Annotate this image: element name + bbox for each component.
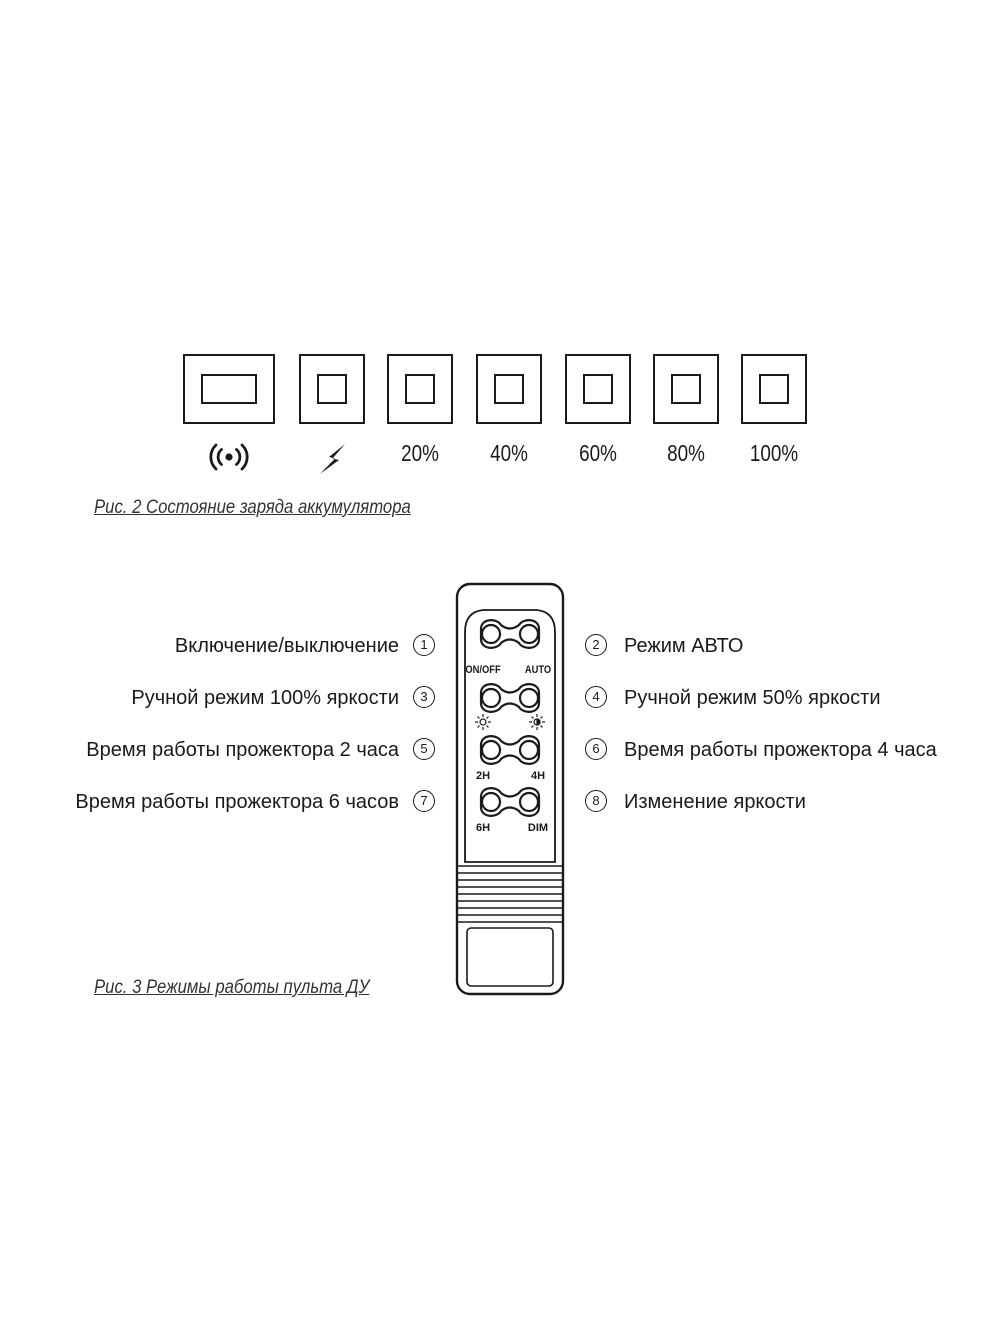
indicator-lamp: [759, 374, 789, 404]
indicator-box-20: [387, 354, 453, 424]
function-label-right: Время работы прожектора 4 часа: [624, 739, 937, 761]
function-number: 6: [585, 738, 607, 760]
remote-button-label: 6H: [475, 822, 491, 834]
remote-button-label: ON/OFF: [465, 664, 501, 676]
indicator-box-80: [653, 354, 719, 424]
lightning-icon: [315, 442, 351, 476]
function-label-left: Время работы прожектора 6 часов: [75, 791, 399, 813]
timer-2h-button: [482, 741, 500, 759]
bright-100-button: [482, 689, 500, 707]
wireless-signal-icon: [207, 440, 251, 474]
remote-control: [445, 580, 575, 1000]
function-label-left: Время работы прожектора 2 часа: [86, 739, 399, 761]
remote-button-label: DIM: [527, 822, 549, 834]
figure-3-caption: Рис. 3 Режимы работы пульта ДУ: [94, 977, 370, 998]
function-label-left: Ручной режим 100% яркости: [131, 687, 399, 709]
indicator-box-60: [565, 354, 631, 424]
function-number: 7: [413, 790, 435, 812]
figure-2-caption: Рис. 2 Состояние заряда аккумулятора: [94, 497, 411, 518]
remote-button-label: AUTO: [524, 664, 552, 676]
function-number: 5: [413, 738, 435, 760]
indicator-lamp: [583, 374, 613, 404]
function-label-left: Включение/выключение: [174, 635, 399, 657]
indicator-box-100: [741, 354, 807, 424]
function-label-right: Режим АВТО: [624, 635, 744, 657]
function-label-right: Ручной режим 50% яркости: [624, 687, 881, 709]
remote-button-label: 4H: [530, 770, 546, 782]
dim-button: [520, 793, 538, 811]
function-number: 1: [413, 634, 435, 656]
on-off-button: [482, 625, 500, 643]
indicator-label: 20%: [401, 440, 439, 466]
indicator-box-40: [476, 354, 542, 424]
indicator-label: 60%: [579, 440, 617, 466]
function-number: 2: [585, 634, 607, 656]
bright-50-button: [520, 689, 538, 707]
indicator-lamp: [494, 374, 524, 404]
indicator-lamp: [671, 374, 701, 404]
indicator-lamp: [405, 374, 435, 404]
indicator-box-signal: [183, 354, 275, 424]
indicator-label: 80%: [667, 440, 705, 466]
timer-4h-button: [520, 741, 538, 759]
indicator-label: 40%: [490, 440, 528, 466]
function-number: 4: [585, 686, 607, 708]
remote-button-label: 2H: [475, 770, 491, 782]
timer-6h-button: [482, 793, 500, 811]
indicator-lamp: [201, 374, 257, 404]
function-number: 3: [413, 686, 435, 708]
indicator-lamp: [317, 374, 347, 404]
indicator-box-charging: [299, 354, 365, 424]
indicator-label: 100%: [749, 440, 799, 466]
function-label-right: Изменение яркости: [624, 791, 806, 813]
function-number: 8: [585, 790, 607, 812]
auto-button: [520, 625, 538, 643]
